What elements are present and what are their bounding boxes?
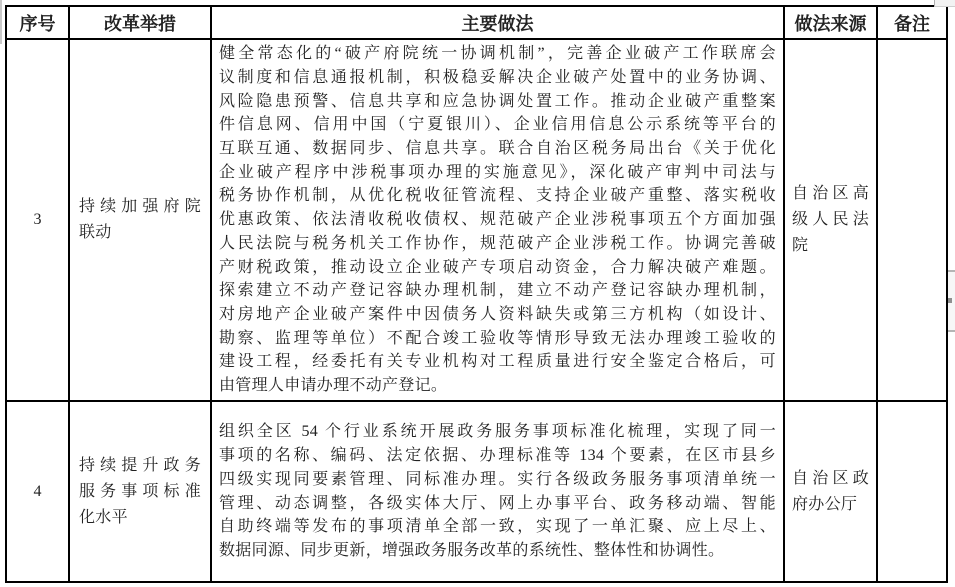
text-line: 优惠政策、依法清收税收债权、规范破产企业涉税事项五个方面加强 (219, 211, 776, 229)
table-header-row (6, 6, 947, 39)
text-line: 事项的名称、编码、法定依据、办理标准等 134 个要素，在区市县乡 (219, 447, 776, 465)
practice-source-text (785, 466, 876, 518)
text-line: 由管理人申请办理不动产登记。 (219, 377, 448, 395)
text-line: 四级实现同要素管理、同标准办理。实行各级政务服务事项清单统一 (219, 470, 776, 488)
text-line: 自治区政 (792, 469, 869, 487)
window-edge-fragment (934, 0, 955, 7)
text-line: 人民法院与税务机关工作协作，规范破产企业涉税工作。协调完善破 (219, 234, 776, 252)
text-line: 级人民法 (792, 211, 869, 228)
text-line: 件信息网、信用中国（宁夏银川）、企业信用信息公示系统等平台的 (219, 116, 776, 134)
header-reform-measure: 改革举措 (69, 6, 211, 39)
text-line: 府办公厅 (792, 495, 858, 513)
page-scrollbar[interactable] (948, 270, 955, 332)
text-line: 产财税政策，推动设立企业破产专项启动资金，合力解决破产难题。 (219, 258, 776, 276)
text-line: 建设工程，经委托有关专业机构对工程质量进行安全鉴定合格后，可 (219, 353, 776, 371)
cell-serial-number: 3 (6, 39, 69, 401)
text-line: 管理、动态调整，各级实体大厅、网上办事平台、政务移动端、智能 (219, 494, 776, 512)
main-practice-text (212, 42, 783, 398)
reform-measure-text (70, 453, 210, 531)
text-line: 服务事项标准 (79, 482, 201, 500)
reform-measures-table (5, 5, 948, 583)
header-practice-source: 做法来源 (784, 6, 877, 39)
scrollbar-thumb-icon[interactable] (948, 298, 952, 303)
practice-source-text (785, 181, 876, 259)
header-main-practice: 主要做法 (211, 6, 784, 39)
text-line: 探索建立不动产登记容缺办理机制，建立不动产登记容缺办理机制， (219, 282, 776, 300)
page-edge-line (0, 0, 2, 44)
table-row (6, 401, 947, 582)
cell-serial-number: 4 (6, 401, 69, 582)
text-line: 对房地产企业破产案件中因债务人资料缺失或第三方机构（如设计、 (219, 305, 776, 323)
text-line: 互联互通、数据同步、信息共享。联合自治区税务局出台《关于优化 (219, 140, 776, 158)
text-line: 风险隐患预警、信息共享和应急协调处置工作。推动企业破产重整案 (219, 92, 776, 110)
cell-remark (877, 39, 947, 401)
text-line: 自治区高 (792, 185, 869, 202)
table-row (6, 39, 947, 401)
text-line: 数据同源、同步更新，增强政务服务改革的系统性、整体性和协调性。 (219, 541, 725, 559)
cell-reform-measure (69, 401, 211, 582)
text-line: 院 (792, 237, 809, 254)
text-line: 组织全区 54 个行业系统开展政务服务事项标准化梳理，实现了同一 (219, 423, 776, 441)
text-line: 化水平 (79, 508, 128, 526)
text-line: 联动 (79, 224, 112, 241)
text-line: 企业破产程序中涉税事项办理的实施意见》，深化破产审判中司法与 (219, 163, 776, 181)
header-serial-number: 序号 (6, 6, 69, 39)
cell-practice-source (784, 39, 877, 401)
main-practice-text (212, 420, 783, 562)
text-line: 持续加强府院 (79, 198, 201, 215)
header-remark: 备注 (877, 6, 947, 39)
cell-practice-source (784, 401, 877, 582)
text-line: 持续提升政务 (79, 456, 201, 474)
cell-main-practice (211, 39, 784, 401)
text-line: 税务协作机制，从优化税收征管流程、支持企业破产重整、落实税收 (219, 187, 776, 205)
cell-reform-measure (69, 39, 211, 401)
text-line: 勘察、监理等单位）不配合竣工验收等情形导致无法办理竣工验收的 (219, 329, 776, 347)
cell-remark (877, 401, 947, 582)
cell-main-practice (211, 401, 784, 582)
reform-measure-text (70, 194, 210, 246)
text-line: 议制度和信息通报机制，积极稳妥解决企业破产处置中的业务协调、 (219, 68, 776, 86)
text-line: 健全常态化的“破产府院统一协调机制”，完善企业破产工作联席会 (219, 45, 776, 63)
text-line: 自助终端等发布的事项清单全部一致，实现了一单汇聚、应上尽上、 (219, 518, 776, 536)
